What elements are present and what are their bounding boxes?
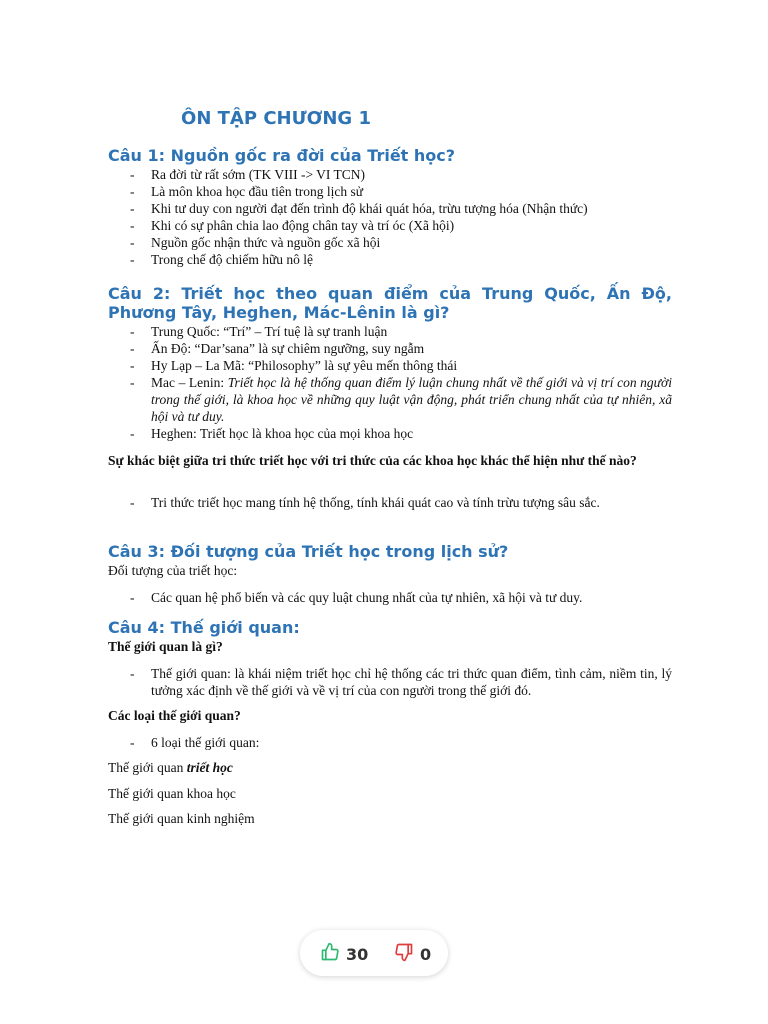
list-item: - Là môn khoa học đầu tiên trong lịch sử bbox=[108, 183, 672, 200]
list-item: - Trong chế độ chiếm hữu nô lệ bbox=[108, 251, 672, 268]
list-item-mac-lenin bbox=[108, 374, 672, 425]
list-item: - Nguồn gốc nhận thức và nguồn gốc xã hội bbox=[108, 234, 672, 251]
list-item: - Tri thức triết học mang tính hệ thống, tính khái quát cao và tính trừu tượng sâu sắc. bbox=[108, 494, 672, 511]
list-item: - Hy Lạp – La Mã: “Philosophy” là sự yêu mến thông thái bbox=[108, 357, 672, 374]
vote-bar bbox=[300, 930, 448, 976]
list-item: - Heghen: Triết học là khoa học của mọi khoa học bbox=[108, 425, 672, 442]
list-item: - Khi có sự phân chia lao động chân tay và trí óc (Xã hội) bbox=[108, 217, 672, 234]
mac-lenin-definition: Triết học là hệ thống quan điểm lý luận chung nhất về thế giới và vị trí con người trong thế giới, là khoa học về những quy luật vận động, phát triển chung nhất của tự nhiên, xã hội và tư duy. bbox=[151, 375, 672, 424]
upvote-button[interactable] bbox=[320, 942, 368, 966]
list-item: - Các quan hệ phổ biến và các quy luật chung nhất của tự nhiên, xã hội và tư duy. bbox=[108, 589, 672, 606]
mac-lenin-label: Mac – Lenin: bbox=[151, 375, 228, 390]
question-3-list bbox=[108, 589, 672, 606]
worldview-type-experience: Thế giới quan kinh nghiệm bbox=[108, 811, 255, 826]
worldview-types-question: Các loại thế giới quan? bbox=[108, 708, 241, 723]
worldview-type-prefix: Thế giới quan bbox=[108, 760, 187, 775]
downvote-button[interactable] bbox=[394, 942, 431, 966]
upvote-count: 30 bbox=[346, 944, 369, 964]
question-4-heading: Câu 4: Thế giới quan: bbox=[108, 618, 300, 637]
question-1-heading: Câu 1: Nguồn gốc ra đời của Triết học? bbox=[108, 146, 456, 165]
question-2-list bbox=[108, 323, 672, 442]
worldview-type-philosophy bbox=[108, 759, 672, 776]
difference-question: Sự khác biệt giữa tri thức triết học với tri thức của các khoa học khác thể hiện như thế nào? bbox=[108, 453, 637, 468]
list-item: - Ra đời từ rất sớm (TK VIII -> VI TCN) bbox=[108, 166, 672, 183]
list-item: - 6 loại thế giới quan: bbox=[108, 734, 672, 751]
downvote-count: 0 bbox=[420, 944, 432, 964]
question-1-list bbox=[108, 166, 672, 268]
worldview-definition-question: Thế giới quan là gì? bbox=[108, 639, 223, 654]
thumbs-down-icon bbox=[394, 942, 414, 966]
thumbs-up-icon bbox=[320, 942, 340, 966]
list-item: - Ấn Độ: “Dar’sana” là sự chiêm ngưỡng, suy ngẫm bbox=[108, 340, 672, 357]
worldview-types-list bbox=[108, 734, 672, 751]
list-item: - Khi tư duy con người đạt đến trình độ khái quát hóa, trừu tượng hóa (Nhận thức) bbox=[108, 200, 672, 217]
question-3-intro: Đối tượng của triết học: bbox=[108, 563, 238, 578]
question-2-heading: Câu 2: Triết học theo quan điểm của Trung Quốc, Ấn Độ, Phương Tây, Heghen, Mác-Lênin là gì? bbox=[108, 284, 672, 322]
worldview-type-emphasis: triết học bbox=[186, 760, 233, 775]
question-3-heading: Câu 3: Đối tượng của Triết học trong lịch sử? bbox=[108, 542, 509, 561]
difference-answer-list bbox=[108, 494, 672, 511]
list-item: - Trung Quốc: “Trí” – Trí tuệ là sự tranh luận bbox=[108, 323, 672, 340]
list-item: - Thế giới quan: là khái niệm triết học chỉ hệ thống các tri thức quan điểm, tình cảm, niềm tin, lý tưởng xác định về thế giới và về vị trí của con người trong thế giới đó. bbox=[108, 665, 672, 699]
worldview-type-science: Thế giới quan khoa học bbox=[108, 786, 236, 801]
worldview-definition-list bbox=[108, 665, 672, 699]
page-title: ÔN TẬP CHƯƠNG 1 bbox=[181, 108, 371, 129]
